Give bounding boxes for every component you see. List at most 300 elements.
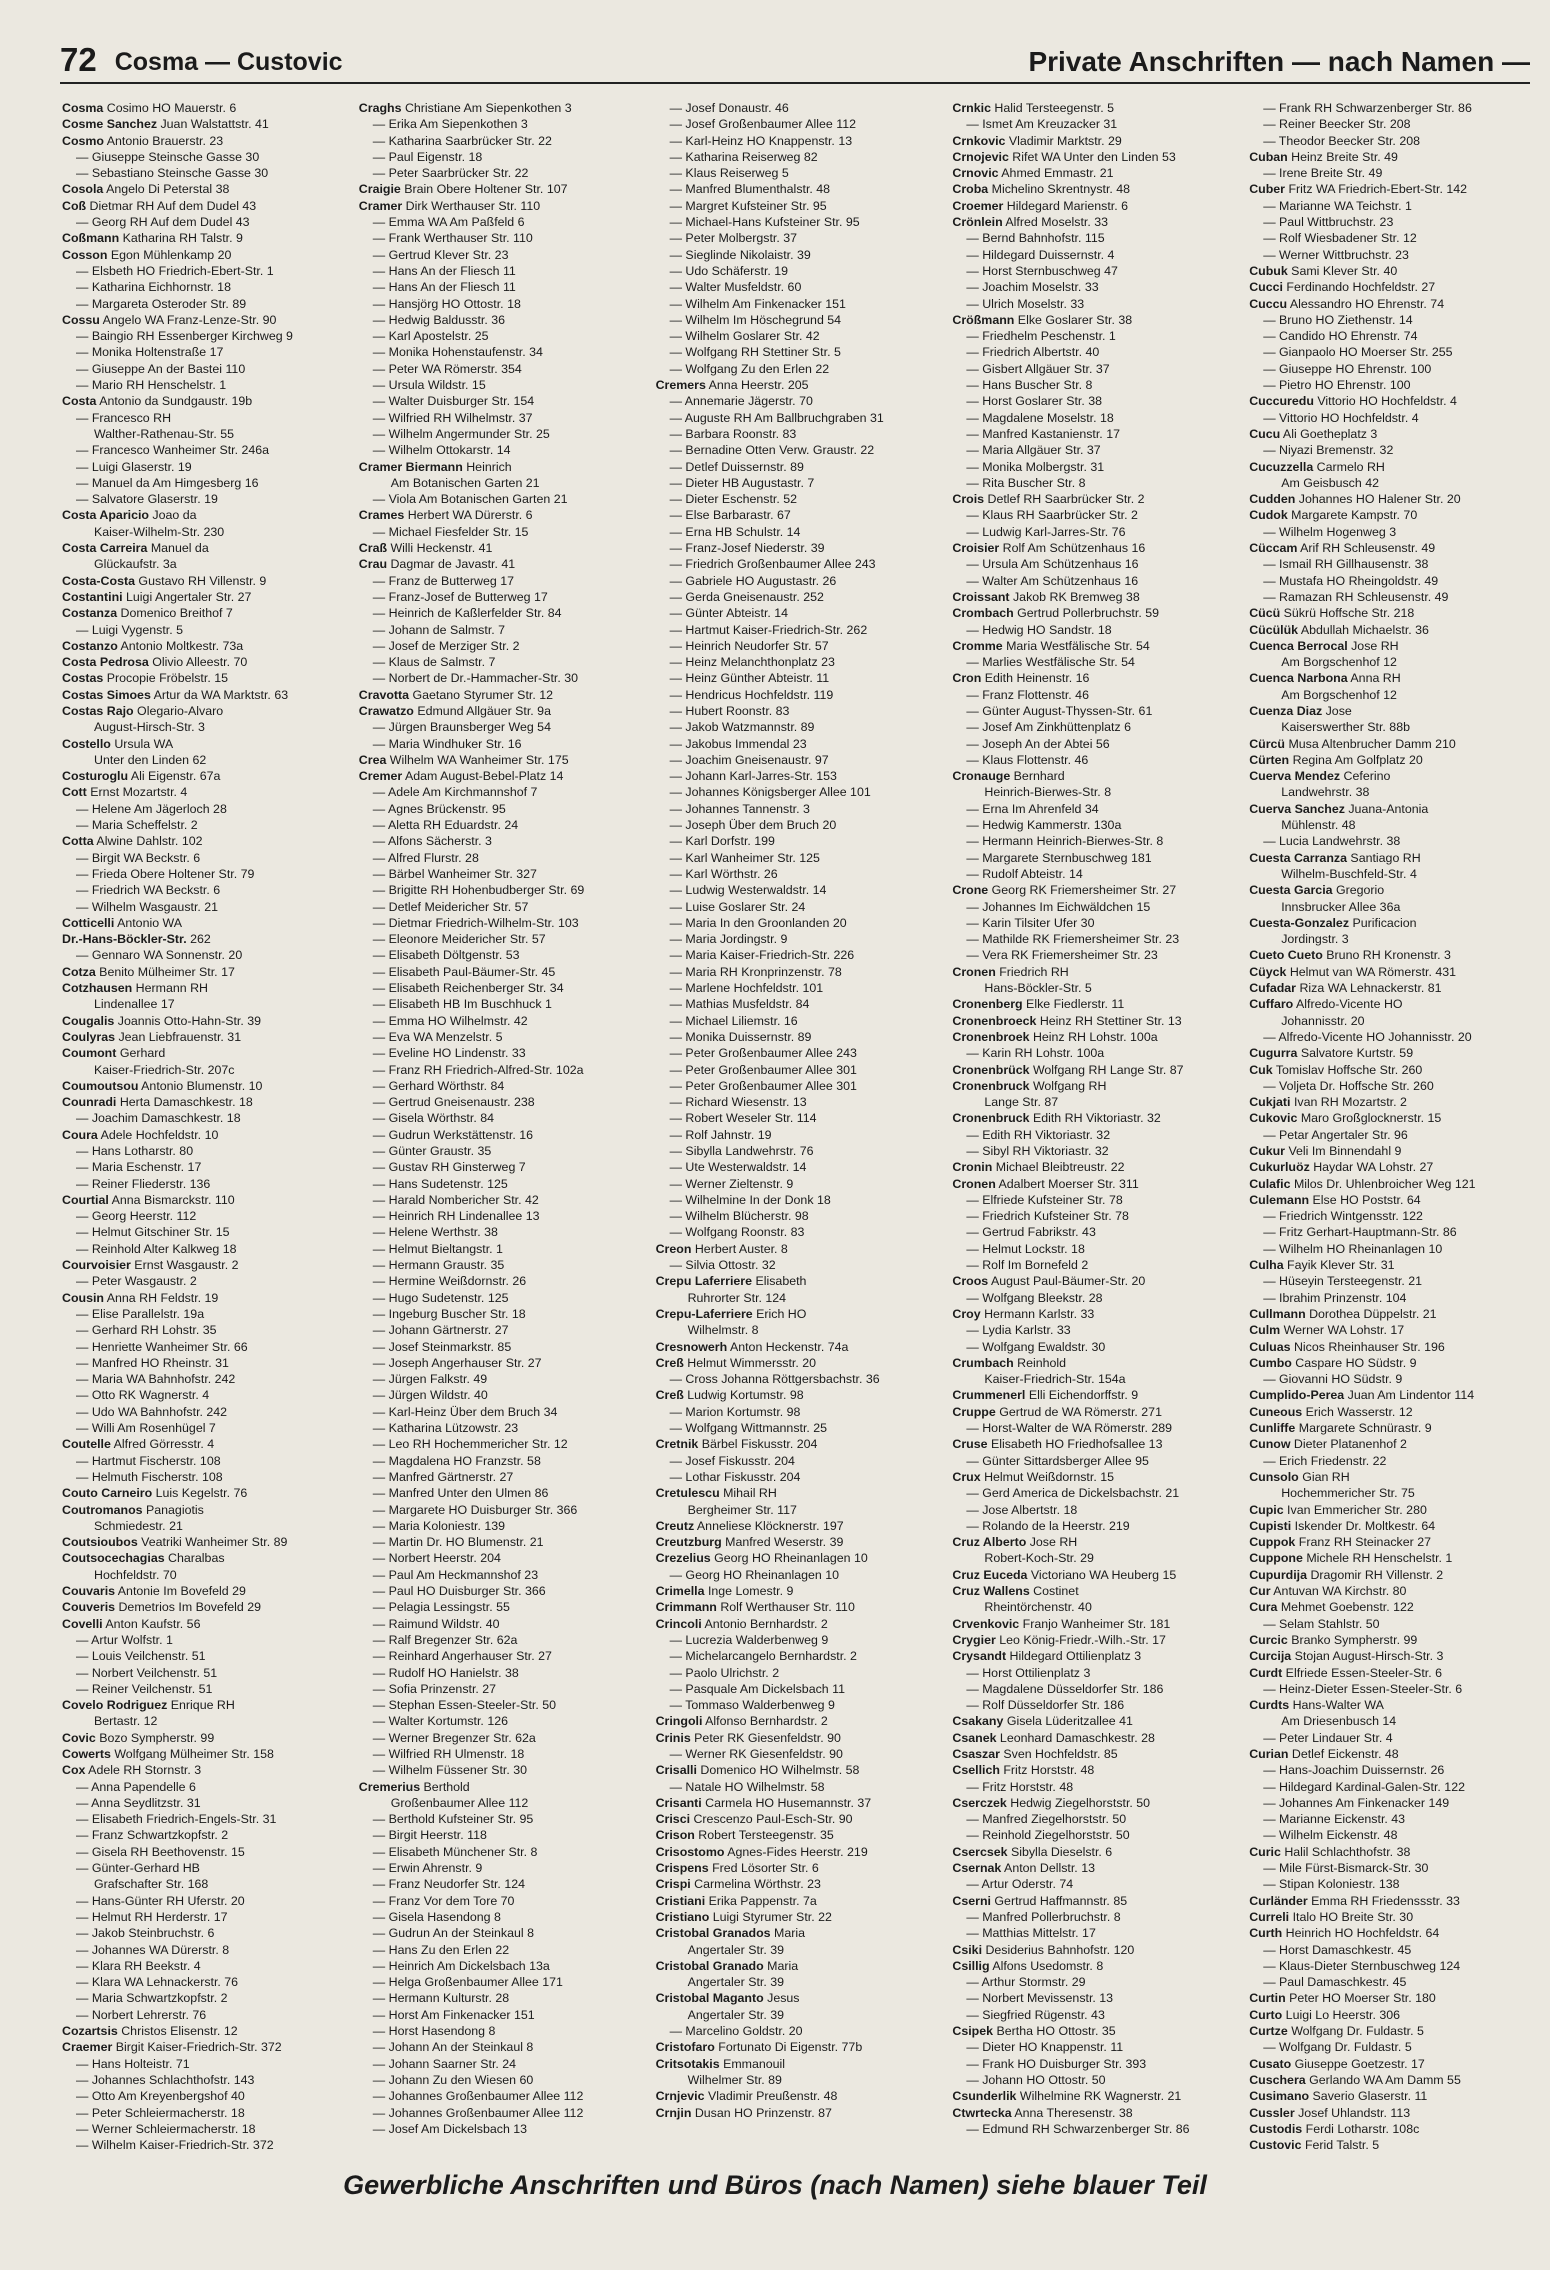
directory-entry: — Gianpaolo HO Moerser Str. 255 — [1263, 345, 1453, 360]
directory-entry: Hochfeldstr. 70 — [94, 1567, 177, 1582]
directory-entry: — Helene Am Jägerloch 28 — [76, 801, 227, 816]
directory-entry: — Rolf Wiesbadener Str. 12 — [1263, 231, 1417, 246]
directory-entry: — Günter Sittardsberger Allee 95 — [966, 1453, 1149, 1468]
directory-entry: Cuenca Narbona Anna RH — [1249, 671, 1401, 686]
directory-entry: Costa-Costa Gustavo RH Villenstr. 9 — [62, 573, 267, 588]
directory-entry: Cossu Angelo WA Franz-Lenze-Str. 90 — [62, 312, 277, 327]
directory-entry: — Margret Kufsteiner Str. 95 — [669, 198, 827, 213]
directory-column-5 — [1249, 100, 1532, 2160]
directory-entry: — Rita Buscher Str. 8 — [966, 475, 1086, 490]
directory-entry: — Horst Am Finkenacker 151 — [372, 2007, 535, 2022]
directory-entry: — Elisabeth Reichenberger Str. 34 — [372, 981, 564, 996]
directory-entry: — Alfredo-Vicente HO Johannisstr. 20 — [1263, 1029, 1472, 1044]
directory-entry: — Johannes Tannenstr. 3 — [669, 801, 810, 816]
directory-entry: Csaszar Sven Hochfeldstr. 85 — [952, 1746, 1118, 1761]
directory-entry: — Rudolf Abteistr. 14 — [966, 866, 1083, 881]
directory-entry: — Klara WA Lehnackerstr. 76 — [76, 1975, 239, 1990]
directory-entry: Cronenberg Elke Fiedlerstr. 11 — [952, 997, 1125, 1012]
directory-entry: Cuenza Diaz Jose — [1249, 703, 1352, 718]
directory-entry: Cosme Sanchez Juan Walstattstr. 41 — [62, 117, 269, 132]
directory-entry: Couvaris Antonie Im Bovefeld 29 — [62, 1584, 246, 1599]
directory-entry: Cosmo Antonio Brauerstr. 23 — [62, 133, 224, 148]
directory-entry: — Ulrich Moselstr. 33 — [966, 296, 1085, 311]
directory-entry: Wilhelm-Buschfeld-Str. 4 — [1281, 866, 1417, 881]
directory-entry: Crnjin Dusan HO Prinzenstr. 87 — [655, 2105, 832, 2120]
directory-entry: — Helmut Lockstr. 18 — [966, 1241, 1085, 1256]
directory-entry: — Monika Molbergstr. 31 — [966, 459, 1105, 474]
directory-entry: Curian Detlef Eickenstr. 48 — [1249, 1746, 1399, 1761]
directory-entry: — Werner RK Giesenfeldstr. 90 — [669, 1746, 843, 1761]
directory-entry: — Helmut Bieltangstr. 1 — [372, 1241, 503, 1256]
directory-entry: — Reinhold Alter Kalkweg 18 — [76, 1241, 237, 1256]
directory-entry: Custovic Ferid Talstr. 5 — [1249, 2138, 1380, 2153]
directory-entry: Crönlein Alfred Moselstr. 33 — [952, 215, 1109, 230]
directory-entry: — Josef Am Dickelsbach 13 — [372, 2121, 528, 2136]
page-number: 72 — [60, 41, 97, 78]
directory-entry: — Sofia Prinzenstr. 27 — [372, 1681, 497, 1696]
directory-entry: — Hartmut Kaiser-Friedrich-Str. 262 — [669, 622, 868, 637]
directory-entry: Crvenkovic Franjo Wanheimer Str. 181 — [952, 1616, 1171, 1631]
directory-entry: Coutsocechagias Charalbas — [62, 1551, 225, 1566]
directory-entry: — Peter Schleiermacherstr. 18 — [76, 2105, 245, 2120]
directory-entry: — Rudolf HO Hanielstr. 38 — [372, 1665, 519, 1680]
directory-entry: Robert-Koch-Str. 29 — [984, 1551, 1094, 1566]
directory-entry: Cosson Egon Mühlenkamp 20 — [62, 247, 232, 262]
directory-entry: Cüccam Arif RH Schleusenstr. 49 — [1249, 541, 1436, 556]
directory-entry: — Annemarie Jägerstr. 70 — [669, 394, 813, 409]
directory-entry: — Josef Fiskusstr. 204 — [669, 1453, 795, 1468]
directory-entry: Curtze Wolfgang Dr. Fuldastr. 5 — [1249, 2024, 1424, 2039]
directory-entry: — Günter Abteistr. 14 — [669, 606, 789, 621]
directory-entry: — Maria Schwartzkopfstr. 2 — [76, 1991, 228, 2006]
directory-entry: — Cross Johanna Röttgersbachstr. 36 — [669, 1372, 880, 1387]
directory-entry: — Hans Zu den Erlen 22 — [372, 1942, 510, 1957]
directory-entry: Coumoutsou Antonio Blumenstr. 10 — [62, 1078, 263, 1093]
directory-entry: — Horst Ottilienplatz 3 — [966, 1665, 1091, 1680]
directory-entry: Am Botanischen Garten 21 — [390, 475, 540, 490]
directory-entry: — Karl-Heinz HO Knappenstr. 13 — [669, 133, 853, 148]
directory-entry: Crau Dagmar de Javastr. 41 — [358, 557, 516, 572]
directory-entry: — Niyazi Bremenstr. 32 — [1263, 443, 1394, 458]
directory-entry: — Paul Wittbruchstr. 23 — [1263, 215, 1394, 230]
directory-entry: Custodis Ferdi Lotharstr. 108c — [1249, 2121, 1420, 2136]
directory-entry: — Marianne WA Teichstr. 1 — [1263, 198, 1412, 213]
directory-entry: — Josef Steinmarkstr. 85 — [372, 1339, 512, 1354]
directory-entry: Crispi Carmelina Wörthstr. 23 — [655, 1877, 821, 1892]
directory-entry: Cremers Anna Heerstr. 205 — [655, 378, 809, 393]
directory-entry: August-Hirsch-Str. 3 — [94, 720, 205, 735]
directory-entry: — Franz RH Friedrich-Alfred-Str. 102a — [372, 1062, 584, 1077]
directory-entry: Cuban Heinz Breite Str. 49 — [1249, 149, 1398, 164]
directory-entry: Crumbach Reinhold — [952, 1355, 1067, 1370]
directory-entry: — Mile Fürst-Bismarck-Str. 30 — [1263, 1861, 1429, 1876]
directory-entry: — Edith RH Viktoriastr. 32 — [966, 1127, 1111, 1142]
page-header — [60, 26, 1530, 76]
directory-entry: Cupurdija Dragomir RH Villenstr. 2 — [1249, 1567, 1444, 1582]
directory-entry: — Joachim Moselstr. 33 — [966, 280, 1099, 295]
directory-entry: — Wolfgang RH Stettiner Str. 5 — [669, 345, 841, 360]
directory-entry: Wilhelmstr. 8 — [687, 1323, 759, 1338]
directory-entry: — Hildegard Kardinal-Galen-Str. 122 — [1263, 1779, 1465, 1794]
directory-entry: Crawatzo Edmund Allgäuer Str. 9a — [358, 703, 551, 718]
directory-entry: — Manfred Unter den Ulmen 86 — [372, 1486, 549, 1501]
directory-entry: — Erna Im Ahrenfeld 34 — [966, 801, 1099, 816]
directory-entry: Cosma Cosimo HO Mauerstr. 6 — [62, 101, 237, 115]
directory-entry: — Franz Flottenstr. 46 — [966, 687, 1089, 702]
directory-entry: — Norbert Lehrerstr. 76 — [76, 2007, 207, 2022]
directory-entry: Bertastr. 12 — [94, 1714, 158, 1729]
directory-entry: — Hermann Kulturstr. 28 — [372, 1991, 510, 2006]
directory-entry: Cretulescu Mihail RH — [655, 1486, 777, 1501]
directory-entry: — Helmut Gitschiner Str. 15 — [76, 1225, 230, 1240]
directory-entry: Crygier Leo König-Friedr.-Wilh.-Str. 17 — [952, 1632, 1166, 1647]
directory-entry: Cugurra Salvatore Kurtstr. 59 — [1249, 1046, 1414, 1061]
directory-entry: — Johann Karl-Jarres-Str. 153 — [669, 769, 837, 784]
directory-entry: Costantini Luigi Angertaler Str. 27 — [62, 589, 252, 604]
directory-entry: — Maria Allgäuer Str. 37 — [966, 443, 1101, 458]
directory-entry: Cronen Friedrich RH — [952, 964, 1069, 979]
directory-entry: — Klaus Flottenstr. 46 — [966, 752, 1089, 767]
directory-entry: — Artur Wolfstr. 1 — [76, 1632, 173, 1647]
directory-entry: Cuschera Gerlando WA Am Damm 55 — [1249, 2072, 1461, 2087]
directory-entry: Cura Mehmet Goebenstr. 122 — [1249, 1600, 1414, 1615]
directory-entry: Am Driesenbusch 14 — [1281, 1714, 1397, 1729]
directory-entry: — Irene Breite Str. 49 — [1263, 166, 1383, 181]
directory-entry: Courvoisier Ernst Wasgaustr. 2 — [62, 1258, 239, 1273]
directory-entry: — Magdalene Düsseldorfer Str. 186 — [966, 1681, 1164, 1696]
directory-entry: Crinis Peter RK Giesenfeldstr. 90 — [655, 1730, 841, 1745]
directory-entry: — Franz Schwartzkopfstr. 2 — [76, 1828, 229, 1843]
directory-entry: — Wilhelm Im Höschegrund 54 — [669, 312, 842, 327]
directory-entry: — Manfred Pollerbruchstr. 8 — [966, 1909, 1121, 1924]
directory-entry: Crnjevic Vladimir Preußenstr. 48 — [655, 2089, 838, 2104]
directory-entry: Cristobal Maganto Jesus — [655, 1991, 800, 2006]
directory-entry: — Wolfgang Dr. Fuldastr. 5 — [1263, 2040, 1412, 2055]
directory-entry: — Helga Großenbaumer Allee 171 — [372, 1975, 563, 1990]
directory-column-2 — [359, 100, 642, 2160]
directory-entry: Crimmann Rolf Werthauser Str. 110 — [655, 1600, 855, 1615]
directory-entry: Covelo Rodriguez Enrique RH — [62, 1698, 235, 1713]
directory-entry: Crummenerl Elli Eichendorffstr. 9 — [952, 1388, 1139, 1403]
directory-entry: — Gerhard RH Lohstr. 35 — [76, 1323, 217, 1338]
directory-entry: Csercsek Sibylla Dieselstr. 6 — [952, 1844, 1113, 1859]
directory-entry: — Lothar Fiskusstr. 204 — [669, 1469, 801, 1484]
directory-entry: Cretnik Bärbel Fiskusstr. 204 — [655, 1437, 818, 1452]
directory-entry: — Wilfried RH Ulmenstr. 18 — [372, 1746, 525, 1761]
directory-entry: Curto Luigi Lo Heerstr. 306 — [1249, 2007, 1401, 2022]
directory-entry: — Gerd America de Dickelsbachstr. 21 — [966, 1486, 1180, 1501]
directory-entry: Coß Dietmar RH Auf dem Dudel 43 — [62, 198, 257, 213]
directory-entry: — Anna Seydlitzstr. 31 — [76, 1795, 201, 1810]
directory-entry: Rheintörchenstr. 40 — [984, 1600, 1092, 1615]
directory-entry: — Maria WA Bahnhofstr. 242 — [76, 1372, 236, 1387]
directory-entry: Craghs Christiane Am Siepenkothen 3 — [358, 101, 572, 115]
directory-entry: Creß Helmut Wimmersstr. 20 — [655, 1355, 817, 1370]
directory-entry: Culuas Nicos Rheinhauser Str. 196 — [1249, 1339, 1445, 1354]
directory-entry: — Hans-Joachim Duissernstr. 26 — [1263, 1763, 1445, 1778]
directory-entry: — Katharina Saarbrücker Str. 22 — [372, 133, 552, 148]
directory-entry: — Hans Holteistr. 71 — [76, 2056, 190, 2071]
directory-entry: — Peter Saarbrücker Str. 22 — [372, 166, 529, 181]
directory-entry: — Karl Dorfstr. 199 — [669, 834, 775, 849]
directory-entry: Cusimano Saverio Glaserstr. 11 — [1249, 2089, 1428, 2104]
directory-entry: — Gustav RH Ginsterweg 7 — [372, 1160, 526, 1175]
directory-entry: Heinrich-Bierwes-Str. 8 — [984, 785, 1112, 800]
header-rule — [60, 82, 1530, 84]
directory-entry: — Frank RH Schwarzenberger Str. 86 — [1263, 101, 1472, 115]
directory-entry: Cüyck Helmut van WA Römerstr. 431 — [1249, 964, 1457, 979]
directory-entry: — Vittorio HO Hochfeldstr. 4 — [1263, 410, 1419, 425]
directory-entry: Couveris Demetrios Im Bovefeld 29 — [62, 1600, 262, 1615]
directory-entry: — Manfred HO Rheinstr. 31 — [76, 1355, 229, 1370]
directory-entry: — Auguste RH Am Ballbruchgraben 31 — [669, 410, 884, 425]
directory-entry: — Peter Großenbaumer Allee 243 — [669, 1046, 857, 1061]
directory-entry: — Michael Liliemstr. 16 — [669, 1013, 798, 1028]
directory-entry: Cücülük Abdullah Michaelstr. 36 — [1249, 622, 1429, 637]
directory-entry: — Maria In den Groonlanden 20 — [669, 915, 847, 930]
directory-entry: — Maria Scheffelstr. 2 — [76, 818, 198, 833]
directory-entry: Cumbo Caspare HO Südstr. 9 — [1249, 1355, 1417, 1370]
directory-entry: Cristiani Erika Pappenstr. 7a — [655, 1893, 817, 1908]
directory-entry: — Harald Nombericher Str. 42 — [372, 1192, 539, 1207]
directory-entry: Grafschafter Str. 168 — [94, 1877, 209, 1892]
directory-entry: — Udo WA Bahnhofstr. 242 — [76, 1404, 228, 1419]
directory-entry: — Katharina Eichhornstr. 18 — [76, 280, 231, 295]
directory-entry: Csillig Alfons Usedomstr. 8 — [952, 1958, 1104, 1973]
directory-entry: — Katharina Lützowstr. 23 — [372, 1421, 519, 1436]
directory-entry: Angertaler Str. 39 — [687, 1975, 785, 1990]
directory-entry: Am Borgschenhof 12 — [1281, 687, 1397, 702]
directory-entry: — Reinhold Ziegelhorststr. 50 — [966, 1828, 1130, 1843]
directory-entry: — Franz Vor dem Tore 70 — [372, 1893, 515, 1908]
directory-entry: Walther-Rathenau-Str. 55 — [94, 426, 235, 441]
directory-entry: — Sieglinde Nikolaistr. 39 — [669, 247, 811, 262]
directory-entry: — Friedhelm Peschenstr. 1 — [966, 329, 1116, 344]
directory-entry: — Erna HB Schulstr. 14 — [669, 524, 801, 539]
directory-entry: — Elisabeth HB Im Buschhuck 1 — [372, 997, 552, 1012]
directory-entry: Croba Michelino Skrentnystr. 48 — [952, 182, 1131, 197]
directory-entry: Crames Herbert WA Dürerstr. 6 — [358, 508, 533, 523]
directory-entry: — Pasquale Am Dickelsbach 11 — [669, 1681, 845, 1696]
directory-entry: — Klaus-Dieter Sternbuschweg 124 — [1263, 1958, 1461, 1973]
directory-entry: — Werner Bregenzer Str. 62a — [372, 1730, 536, 1745]
directory-entry: Schmiedestr. 21 — [94, 1518, 183, 1533]
directory-entry: — Paul Eigenstr. 18 — [372, 149, 483, 164]
directory-entry: Cudok Margarete Kampstr. 70 — [1249, 508, 1418, 523]
directory-entry: — Jürgen Falkstr. 49 — [372, 1372, 488, 1387]
directory-entry: — Elisabeth Döltgenstr. 53 — [372, 948, 520, 963]
directory-entry: Cuesta Carranza Santiago RH — [1249, 850, 1421, 865]
directory-entry: — Johannes Am Finkenacker 149 — [1263, 1795, 1450, 1810]
directory-entry: — Sebastiano Steinsche Gasse 30 — [76, 166, 269, 181]
directory-entry: Craemer Birgit Kaiser-Friedrich-Str. 372 — [62, 2040, 282, 2055]
directory-entry: Cuppone Michele RH Henschelstr. 1 — [1249, 1551, 1453, 1566]
directory-entry: — Hendricus Hochfeldstr. 119 — [669, 687, 834, 702]
directory-entry: Crison Robert Tersteegenstr. 35 — [655, 1828, 834, 1843]
directory-entry: — Klaus RH Saarbrücker Str. 2 — [966, 508, 1138, 523]
directory-entry: Cronenbruck Wolfgang RH — [952, 1078, 1107, 1093]
directory-entry: — Franz Neudorfer Str. 124 — [372, 1877, 525, 1892]
directory-entry: Angertaler Str. 39 — [687, 2007, 785, 2022]
directory-entry: Coßmann Katharina RH Talstr. 9 — [62, 231, 243, 246]
directory-column-3 — [656, 100, 939, 2160]
directory-entry: Creon Herbert Auster. 8 — [655, 1241, 788, 1256]
directory-entry: — Rolf Im Bornefeld 2 — [966, 1258, 1089, 1273]
directory-entry: — Johann Gärtnerstr. 27 — [372, 1323, 509, 1338]
directory-entry: — Friedrich WA Beckstr. 6 — [76, 883, 221, 898]
directory-entry: — Ibrahim Prinzenstr. 104 — [1263, 1290, 1407, 1305]
directory-entry: Curcija Stojan August-Hirsch-Str. 3 — [1249, 1649, 1444, 1664]
directory-entry: — Otto RK Wagnerstr. 4 — [76, 1388, 210, 1403]
directory-entry: — Luigi Vygenstr. 5 — [76, 622, 183, 637]
directory-entry: — Heinrich de Kaßlerfelder Str. 84 — [372, 606, 562, 621]
directory-entry: — Jose Albertstr. 18 — [966, 1502, 1078, 1517]
directory-entry: Cromme Maria Westfälische Str. 54 — [952, 638, 1150, 653]
directory-entry: Crois Detlef RH Saarbrücker Str. 2 — [952, 492, 1145, 507]
directory-entry: Cronenbroeck Heinz RH Stettiner Str. 13 — [952, 1013, 1182, 1028]
directory-entry: — Günter-Gerhard HB — [76, 1861, 200, 1876]
directory-entry: — Richard Wiesenstr. 13 — [669, 1095, 807, 1110]
directory-entry: — Monika Duissernstr. 89 — [669, 1029, 812, 1044]
directory-entry: Cucci Ferdinando Hochfeldstr. 27 — [1249, 280, 1436, 295]
directory-entry: — Hildegard Duissernstr. 4 — [966, 247, 1115, 262]
directory-entry: — Wilhelm Angermunder Str. 25 — [372, 426, 550, 441]
directory-entry: — Friedrich Großenbaumer Allee 243 — [669, 557, 876, 572]
directory-entry: — Franz-Josef de Butterweg 17 — [372, 589, 548, 604]
directory-entry: Cupic Ivan Emmericher Str. 280 — [1249, 1502, 1427, 1517]
directory-entry: — Reiner Veilchenstr. 51 — [76, 1681, 213, 1696]
directory-entry: Cresnowerh Anton Heckenstr. 74a — [655, 1339, 849, 1354]
directory-entry: — Heinrich RH Lindenallee 13 — [372, 1209, 540, 1224]
directory-entry: — Elfriede Kufsteiner Str. 78 — [966, 1192, 1123, 1207]
directory-entry: Lindenallee 17 — [94, 997, 175, 1012]
directory-entry: — Peter WA Römerstr. 354 — [372, 361, 522, 376]
directory-entry: — Joseph An der Abtei 56 — [966, 736, 1110, 751]
directory-entry: — Leo RH Hochemmericher Str. 12 — [372, 1437, 568, 1452]
directory-entry: Crnojevic Rifet WA Unter den Linden 53 — [952, 149, 1176, 164]
directory-entry: Curreli Italo HO Breite Str. 30 — [1249, 1909, 1414, 1924]
directory-entry: — Barbara Roonstr. 83 — [669, 426, 797, 441]
directory-entry: — Fritz Gerhart-Hauptmann-Str. 86 — [1263, 1225, 1457, 1240]
directory-entry: Cruppe Gertrud de WA Römerstr. 271 — [952, 1404, 1162, 1419]
directory-entry: — Marlene Hochfeldstr. 101 — [669, 981, 824, 996]
directory-entry: — Natale HO Wilhelmstr. 58 — [669, 1779, 825, 1794]
directory-entry: Coutromanos Panagiotis — [62, 1502, 204, 1517]
directory-entry: — Hugo Sudetenstr. 125 — [372, 1290, 509, 1305]
directory-entry: — Marianne Eickenstr. 43 — [1263, 1812, 1406, 1827]
directory-entry: — Mustafa HO Rheingoldstr. 49 — [1263, 573, 1439, 588]
directory-entry: Cruz Wallens Costinet — [952, 1584, 1079, 1599]
directory-entry: — Wilhelmine In der Donk 18 — [669, 1192, 831, 1207]
directory-entry: Cotta Alwine Dahlstr. 102 — [62, 834, 203, 849]
directory-entry: — Frank Werthauser Str. 110 — [372, 231, 533, 246]
footer-note: Gewerbliche Anschriften und Büros (nach Namen) siehe blauer Teil — [343, 2170, 1207, 2200]
directory-entry: Cuccuredu Vittorio HO Hochfeldstr. 4 — [1249, 394, 1457, 409]
directory-entry: Landwehrstr. 38 — [1281, 785, 1370, 800]
directory-entry: Crea Wilhelm WA Wanheimer Str. 175 — [358, 752, 569, 767]
directory-entry: — Alfons Sächerstr. 3 — [372, 834, 492, 849]
directory-entry: Cuenca Berrocal Jose RH — [1249, 638, 1399, 653]
directory-entry: Culha Fayik Klever Str. 31 — [1249, 1258, 1395, 1273]
directory-entry: Cukurluöz Haydar WA Lohstr. 27 — [1249, 1160, 1434, 1175]
directory-entry: Csipek Bertha HO Ottostr. 35 — [952, 2024, 1116, 2039]
directory-entry: Coura Adele Hochfeldstr. 10 — [62, 1127, 219, 1142]
directory-entry: Cumplido-Perea Juan Am Lindentor 114 — [1249, 1388, 1475, 1403]
directory-entry: — Manfred Blumenthalstr. 48 — [669, 182, 831, 197]
directory-entry: Costuroglu Ali Eigenstr. 67a — [62, 769, 221, 784]
directory-entry: Cuppok Franz RH Steinacker 27 — [1249, 1535, 1431, 1550]
directory-column-4 — [952, 100, 1235, 2160]
directory-entry: Cubuk Sami Klever Str. 40 — [1249, 263, 1398, 278]
directory-entry: Costello Ursula WA — [62, 736, 174, 751]
directory-entry: — Erich Friedenstr. 22 — [1263, 1453, 1387, 1468]
directory-entry: — Helmuth Fischerstr. 108 — [76, 1469, 223, 1484]
directory-entry: — Pietro HO Ehrenstr. 100 — [1263, 378, 1411, 393]
directory-entry: Cukur Veli Im Binnendahl 9 — [1249, 1144, 1402, 1158]
directory-entry: Jordingstr. 3 — [1281, 932, 1349, 947]
directory-entry: Cunow Dieter Platanenhof 2 — [1249, 1437, 1407, 1452]
directory-entry: — Maria Eschenstr. 17 — [76, 1160, 202, 1175]
directory-entry: — Horst Sternbuschweg 47 — [966, 263, 1118, 278]
directory-entry: Cosola Angelo Di Peterstal 38 — [62, 182, 230, 197]
directory-entry: — Hermann Heinrich-Bierwes-Str. 8 — [966, 834, 1164, 849]
directory-entry: — Gertrud Gneisenaustr. 238 — [372, 1095, 535, 1110]
directory-entry: — Georg Heerstr. 112 — [76, 1209, 197, 1224]
directory-entry: Curcic Branko Sympherstr. 99 — [1249, 1632, 1418, 1647]
directory-entry: — Josef de Merziger Str. 2 — [372, 638, 520, 653]
directory-entry: — Margarete HO Duisburger Str. 366 — [372, 1502, 578, 1517]
directory-entry: Cuesta Garcia Gregorio — [1249, 883, 1385, 898]
directory-entry: Coulyras Jean Liebfrauenstr. 31 — [62, 1029, 242, 1044]
directory-entry: — Walter Am Schützenhaus 16 — [966, 573, 1139, 588]
directory-entry: — Arthur Stormstr. 29 — [966, 1975, 1086, 1990]
directory-entry: Cronenbrück Wolfgang RH Lange Str. 87 — [952, 1062, 1184, 1077]
directory-entry: Cuffaro Alfredo-Vicente HO — [1249, 997, 1403, 1012]
directory-entry: — Margarete Sternbuschweg 181 — [966, 850, 1152, 865]
directory-entry: Cunsolo Gian RH — [1249, 1469, 1350, 1484]
directory-entry: — Peter Großenbaumer Allee 301 — [669, 1078, 857, 1093]
directory-entry: Cox Adele RH Stornstr. 3 — [62, 1763, 202, 1778]
directory-entry: — Friedrich Kufsteiner Str. 78 — [966, 1209, 1129, 1224]
directory-entry: — Johannes Königsberger Allee 101 — [669, 785, 871, 800]
directory-entry: — Walter Duisburger Str. 154 — [372, 394, 535, 409]
directory-entry: — Paolo Ulrichstr. 2 — [669, 1665, 780, 1680]
directory-entry: — Paul HO Duisburger Str. 366 — [372, 1584, 546, 1599]
directory-entry: — Walter Kortumstr. 126 — [372, 1714, 508, 1729]
directory-entry: — Edmund RH Schwarzenberger Str. 86 — [966, 2121, 1190, 2136]
directory-entry: — Johann HO Ottostr. 50 — [966, 2072, 1106, 2087]
directory-entry: — Wilhelm Kaiser-Friedrich-Str. 372 — [76, 2138, 274, 2153]
directory-entry: — Wilhelm HO Rheinanlagen 10 — [1263, 1241, 1443, 1256]
directory-entry: — Wilhelm Wasgaustr. 21 — [76, 899, 219, 914]
directory-entry: — Voljeta Dr. Hoffsche Str. 260 — [1263, 1078, 1434, 1093]
directory-entry: — Wilhelm Füssener Str. 30 — [372, 1763, 528, 1778]
directory-entry: — Horst-Walter de WA Römerstr. 289 — [966, 1421, 1173, 1436]
directory-entry: — Gisela Hasendong 8 — [372, 1909, 501, 1924]
directory-entry: — Franz-Josef Niederstr. 39 — [669, 541, 825, 556]
directory-entry: — Norbert Heerstr. 204 — [372, 1551, 501, 1566]
directory-entry: — Hüseyin Tersteegenstr. 21 — [1263, 1274, 1423, 1289]
directory-entry: — Elise Parallelstr. 19a — [76, 1306, 205, 1321]
directory-entry: — Fritz Horststr. 48 — [966, 1779, 1074, 1794]
directory-entry: Curth Heinrich HO Hochfeldstr. 64 — [1249, 1926, 1440, 1941]
directory-entry: — Udo Schäferstr. 19 — [669, 263, 789, 278]
directory-entry: Creutz Anneliese Klöcknerstr. 197 — [655, 1518, 844, 1533]
directory-entry: Cruz Alberto Jose RH — [952, 1535, 1078, 1550]
directory-entry: — Theodor Beecker Str. 208 — [1263, 133, 1420, 148]
directory-entry: — Ursula Wildstr. 15 — [372, 378, 486, 393]
directory-entry: — Wilhelm Blücherstr. 98 — [669, 1209, 809, 1224]
